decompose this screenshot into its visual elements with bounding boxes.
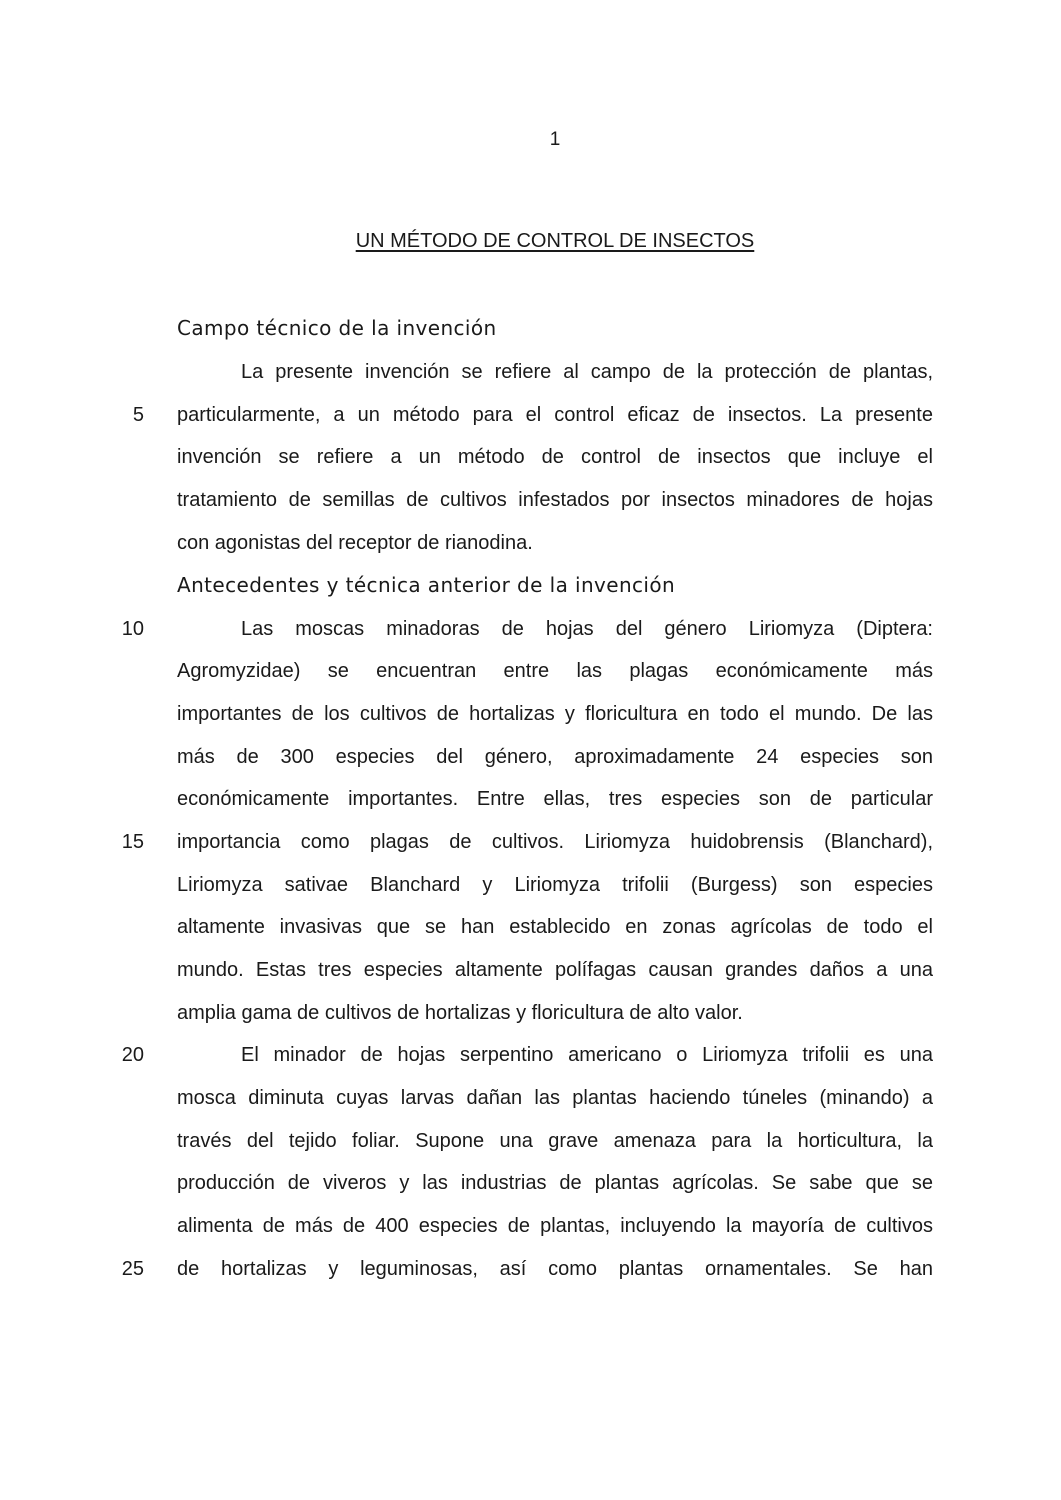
text-line: económicamente importantes. Entre ellas, tres especies son de particular xyxy=(177,788,933,810)
line-number: 5 xyxy=(132,404,144,426)
section-heading-technical-field: Campo técnico de la invención xyxy=(177,316,497,340)
line-number: 25 xyxy=(121,1258,144,1280)
text-line: alimenta de más de 400 especies de plantas, incluyendo la mayoría de cultivos xyxy=(177,1215,933,1237)
line-number: 15 xyxy=(121,831,144,853)
text-line: con agonistas del receptor de rianodina. xyxy=(177,532,533,554)
text-line: través del tejido foliar. Supone una grave amenaza para la horticultura, la xyxy=(177,1130,933,1152)
text-line: importancia como plagas de cultivos. Liriomyza huidobrensis (Blanchard), xyxy=(177,831,933,853)
text-line: amplia gama de cultivos de hortalizas y floricultura de alto valor. xyxy=(177,1002,743,1024)
text-line: Agromyzidae) se encuentran entre las plagas económicamente más xyxy=(177,660,933,682)
section-heading-background: Antecedentes y técnica anterior de la invención xyxy=(177,573,676,597)
page-number: 1 xyxy=(549,129,561,150)
text-line: importantes de los cultivos de hortalizas y floricultura en todo el mundo. De las xyxy=(177,703,933,725)
text-line: altamente invasivas que se han establecido en zonas agrícolas de todo el xyxy=(177,916,933,938)
text-line: más de 300 especies del género, aproximadamente 24 especies son xyxy=(177,746,933,768)
text-line: invención se refiere a un método de control de insectos que incluye el xyxy=(177,446,933,468)
line-number: 10 xyxy=(121,618,144,640)
text-line: de hortalizas y leguminosas, así como plantas ornamentales. Se han xyxy=(177,1258,933,1280)
text-line: tratamiento de semillas de cultivos infestados por insectos minadores de hojas xyxy=(177,489,933,511)
text-line: El minador de hojas serpentino americano o Liriomyza trifolii es una xyxy=(241,1044,933,1066)
text-line: Las moscas minadoras de hojas del género Liriomyza (Diptera: xyxy=(241,618,933,640)
text-line: producción de viveros y las industrias de plantas agrícolas. Se sabe que se xyxy=(177,1172,933,1194)
text-line: mundo. Estas tres especies altamente polífagas causan grandes daños a una xyxy=(177,959,933,981)
text-line: Liriomyza sativae Blanchard y Liriomyza trifolii (Burgess) son especies xyxy=(177,874,933,896)
document-title: UN MÉTODO DE CONTROL DE INSECTOS xyxy=(355,230,755,252)
text-line: mosca diminuta cuyas larvas dañan las plantas haciendo túneles (minando) a xyxy=(177,1087,933,1109)
text-line: La presente invención se refiere al campo de la protección de plantas, xyxy=(241,361,933,383)
line-number: 20 xyxy=(121,1044,144,1066)
text-line: particularmente, a un método para el control eficaz de insectos. La presente xyxy=(177,404,933,426)
